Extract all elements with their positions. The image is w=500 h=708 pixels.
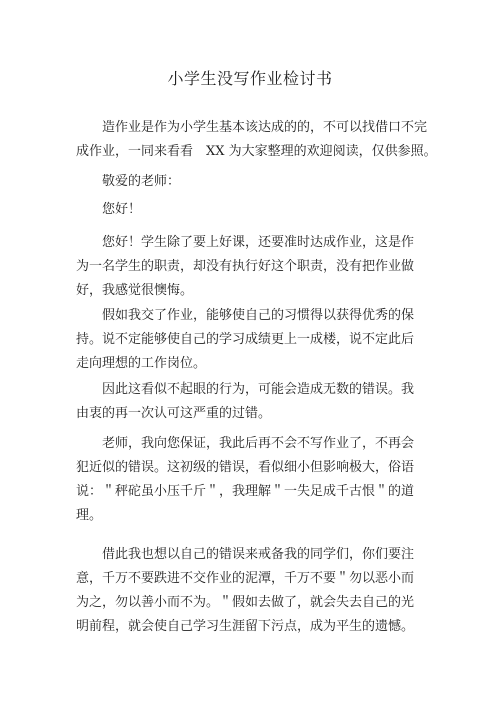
text-line: 借此我也想以自己的错误来戒备我的同学们，你们要注: [76, 547, 415, 562]
text-line: 为一名学生的职责，却没有执行好这个职责，没有把作业做: [76, 259, 415, 274]
body-paragraph-1: [76, 231, 426, 303]
intro-paragraph: [76, 116, 437, 164]
body-paragraph-3: [76, 378, 426, 426]
text-line: 造作业是作为小学生基本该达成的的，不可以找借口不完: [76, 120, 428, 135]
text-line: 为之，勿以善小而不为。＂假如去做了，就会失去自己的光: [76, 595, 415, 610]
greeting: 您好！: [76, 202, 142, 217]
text-line: 持。说不定能够使自己的学习成绩更上一成楼，说不定此后: [76, 332, 415, 347]
text-line: 因此这看似不起眼的行为，可能会造成无数的错误。我: [76, 382, 415, 397]
text-line: 理。: [76, 508, 103, 523]
text-line: 好，我感觉很懊悔。: [76, 283, 194, 298]
text-line: 由衷的再一次认可这严重的过错。: [76, 406, 272, 421]
text-line: 成作业，一同来看看 XX 为大家整理的欢迎阅读，仅供参照。: [76, 144, 437, 159]
text-line: 意，千万不要跌进不交作业的泥潭，千万不要＂勿以恶小而: [76, 571, 415, 586]
text-line: 您好！学生除了要上好课，还要准时达成作业，这是作: [76, 235, 415, 250]
text-line: 走向理想的工作岗位。: [76, 356, 207, 371]
salutation: 敬爱的老师：: [76, 174, 181, 189]
body-paragraph-2: [76, 304, 426, 376]
document-title: 小学生没写作业检讨书: [167, 69, 333, 88]
body-paragraph-5: [76, 543, 426, 639]
text-line: 犯近似的错误。这初级的错误，看似细小但影响极大，俗语: [76, 460, 415, 475]
text-line: 说：＂秤砣虽小压千斤＂，我理解＂一失足成千古恨＂的道: [76, 484, 415, 499]
text-line: 明前程，就会使自己学习生涯留下污点，成为平生的遗憾。: [76, 619, 415, 634]
body-paragraph-4: [76, 432, 426, 528]
text-line: 假如我交了作业，能够使自己的习惯得以获得优秀的保: [76, 308, 415, 323]
text-line: 老师，我向您保证，我此后再不会不写作业了，不再会: [76, 436, 415, 451]
